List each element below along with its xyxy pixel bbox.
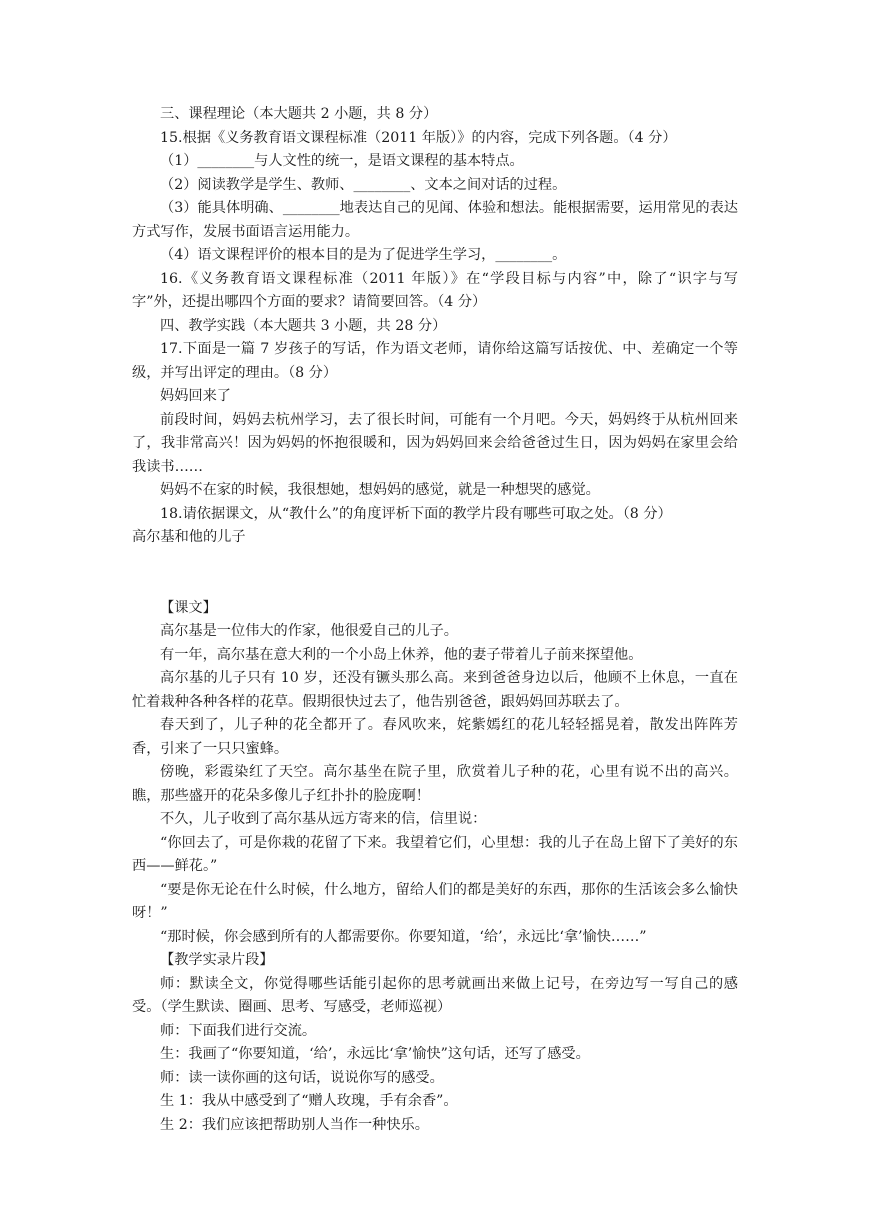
- text-paragraph: 不久，儿子收到了高尔基从远方寄来的信，信里说：: [160, 811, 487, 827]
- question-15-item-4: （4）语文课程评价的根本目的是为了促进学生学习，________。: [160, 247, 567, 263]
- record-line: 生：我画了“你要知道，‘给’，永远比‘拿’愉快”这句话，还写了感受。: [160, 1046, 590, 1062]
- text-paragraph: 春天到了，儿子种的花全都开了。春风吹来，姹紫嫣红的花儿轻轻摇晃着，散发出阵阵芳香，引来了一只只蜜蜂。: [132, 717, 738, 757]
- question-15-item-3: （3）能具体明确、________地表达自己的见闻、体验和想法。能根据需要，运用常见的表达方式写作，发展书面语言运用能力。: [132, 200, 738, 240]
- record-line: 生 1：我从中感受到了“赠人玫瑰，手有余香”。: [160, 1093, 458, 1109]
- question-15-item-1: （1）________与人文性的统一，是语文课程的基本特点。: [160, 153, 524, 169]
- essay-paragraph-2: 妈妈不在家的时候，我很想她，想妈妈的感觉，就是一种想哭的感觉。: [160, 482, 600, 498]
- record-line: 师：下面我们进行交流。: [160, 1022, 317, 1039]
- record-label: 【教学实录片段】: [160, 952, 274, 968]
- essay-paragraph-1: 前段时间，妈妈去杭州学习，去了很长时间，可能有一个月吧。今天，妈妈终于从杭州回来了，我非常高兴！因为妈妈的怀抱很暖和，因为妈妈回来会给爸爸过生日，因为妈妈在家里会给我读书……: [132, 411, 738, 475]
- blank-gap: [132, 550, 738, 597]
- question-15-stem: 15.根据《义务教育语文课程标准（2011 年版）》的内容，完成下列各题。（4 分）: [160, 129, 677, 146]
- record-line: 师：读一读你画的这句话，说说你写的感受。: [160, 1069, 444, 1086]
- text-paragraph: 高尔基的儿子只有 10 岁，还没有镢头那么高。来到爸爸身边以后，他顾不上休息，一直在忙着栽种各种各样的花草。假期很快过去了，他告别爸爸，跟妈妈回苏联去了。: [132, 670, 738, 710]
- text-paragraph: 傍晚，彩霞染红了天空。高尔基坐在院子里，欣赏着儿子种的花，心里有说不出的高兴。瞧，那些盛开的花朵多像儿子红扑扑的脸庞啊！: [132, 764, 738, 804]
- document-body: [132, 103, 738, 1137]
- text-paragraph: “你回去了，可是你栽的花留了下来。我望着它们，心里想：我的儿子在岛上留下了美好的东西——鲜花。”: [132, 834, 738, 874]
- text-paragraph: 高尔基是一位伟大的作家，他很爱自己的儿子。: [160, 623, 458, 639]
- question-17-stem: 17.下面是一篇 7 岁孩子的写话，作为语文老师，请你给这篇写话按优、中、差确定一个等级，并写出评定的理由。（8 分）: [132, 341, 738, 381]
- text-paragraph: “要是你无论在什么时候，什么地方，留给人们的都是美好的东西，那你的生活该会多么愉快呀！”: [132, 881, 738, 921]
- record-line: 生 2：我们应该把帮助别人当作一种快乐。: [160, 1116, 429, 1133]
- text-paragraph: “那时候，你会感到所有的人都需要你。你要知道，‘给’，永远比‘拿’愉快……”: [160, 928, 647, 945]
- essay-title: 妈妈回来了: [160, 388, 231, 404]
- record-line: 师：默读全文，你觉得哪些话能引起你的思考就画出来做上记号，在旁边写一写自己的感受。（学生默读、圈画、思考、写感受，老师巡视）: [132, 975, 738, 1015]
- passage-title: 高尔基和他的儿子: [132, 529, 246, 545]
- question-18-stem: 18.请依据课文，从“教什么”的角度评析下面的教学片段有哪些可取之处。（8 分）: [160, 505, 672, 522]
- text-paragraph: 有一年，高尔基在意大利的一个小岛上休养，他的妻子带着儿子前来探望他。: [160, 646, 643, 663]
- text-label: 【课文】: [160, 599, 217, 616]
- question-15-item-2: （2）阅读教学是学生、教师、________、文本之间对话的过程。: [160, 176, 567, 193]
- section-3-heading: 三、课程理论（本大题共 2 小题，共 8 分）: [160, 106, 438, 122]
- section-4-heading: 四、教学实践（本大题共 3 小题，共 28 分）: [160, 317, 447, 334]
- question-16-stem: 16.《义务教育语文课程标准（2011 年版）》在“学段目标与内容”中，除了“识字与写字”外，还提出哪四个方面的要求？请简要回答。（4 分）: [132, 270, 738, 310]
